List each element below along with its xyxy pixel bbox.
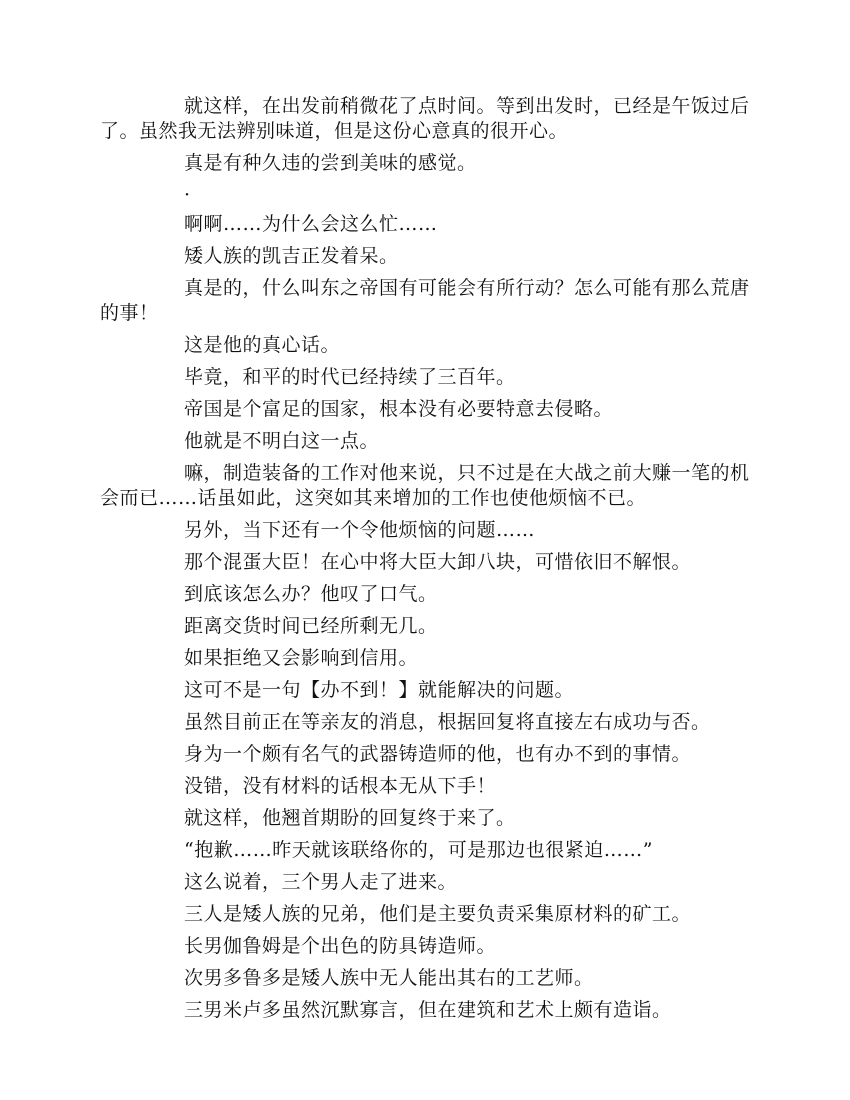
paragraph: “抱歉……昨天就该联络你的，可是那边也很紧迫……” bbox=[184, 839, 653, 861]
paragraph: 如果拒绝又会影响到信用。 bbox=[184, 647, 419, 669]
paragraph: 嘛，制造装备的工作对他来说，只不过是在大战之前大赚一笔的机会而已……话虽如此，这突如其来增加的工作也使他烦恼不已。 bbox=[100, 462, 750, 509]
paragraph: 三男米卢多虽然沉默寡言，但在建筑和艺术上颇有造诣。 bbox=[184, 999, 672, 1021]
paragraph: 真是的，什么叫东之帝国有可能会有所行动？怎么可能有那么荒唐的事！ bbox=[100, 277, 750, 324]
paragraph: 就这样，在出发前稍微花了点时间。等到出发时，已经是午饭过后了。虽然我无法辨别味道，但是这份心意真的很开心。 bbox=[100, 95, 750, 142]
paragraph: 身为一个颇有名气的武器铸造师的他，也有办不到的事情。 bbox=[184, 743, 692, 765]
scene-break-marker: · bbox=[184, 184, 191, 206]
paragraph: 帝国是个富足的国家，根本没有必要特意去侵略。 bbox=[184, 398, 614, 420]
paragraph: 三人是矮人族的兄弟，他们是主要负责采集原材料的矿工。 bbox=[184, 903, 692, 925]
paragraph: 另外，当下还有一个令他烦恼的问题…… bbox=[184, 519, 536, 541]
paragraph: 矮人族的凯吉正发着呆。 bbox=[184, 245, 399, 267]
paragraph: 长男伽鲁姆是个出色的防具铸造师。 bbox=[184, 935, 497, 957]
paragraph: 这是他的真心话。 bbox=[184, 334, 341, 356]
paragraph: 这么说着，三个男人走了进来。 bbox=[184, 871, 458, 893]
paragraph: 次男多鲁多是矮人族中无人能出其右的工艺师。 bbox=[184, 967, 594, 989]
paragraph: 他就是不明白这一点。 bbox=[184, 430, 380, 452]
paragraph: 就这样，他翘首期盼的回复终于来了。 bbox=[184, 807, 516, 829]
paragraph: 这可不是一句【办不到！】就能解决的问题。 bbox=[184, 679, 575, 701]
paragraph: 那个混蛋大臣！在心中将大臣大卸八块，可惜依旧不解恨。 bbox=[184, 551, 692, 573]
paragraph: 到底该怎么办？他叹了口气。 bbox=[184, 583, 438, 605]
document-page bbox=[100, 94, 750, 1030]
paragraph: 距离交货时间已经所剩无几。 bbox=[184, 615, 438, 637]
paragraph: 真是有种久违的尝到美味的感觉。 bbox=[184, 152, 477, 174]
paragraph: 毕竟，和平的时代已经持续了三百年。 bbox=[184, 366, 516, 388]
paragraph: 没错，没有材料的话根本无从下手！ bbox=[184, 775, 497, 797]
paragraph: 虽然目前正在等亲友的消息，根据回复将直接左右成功与否。 bbox=[184, 711, 711, 733]
paragraph: 啊啊……为什么会这么忙…… bbox=[184, 213, 438, 235]
